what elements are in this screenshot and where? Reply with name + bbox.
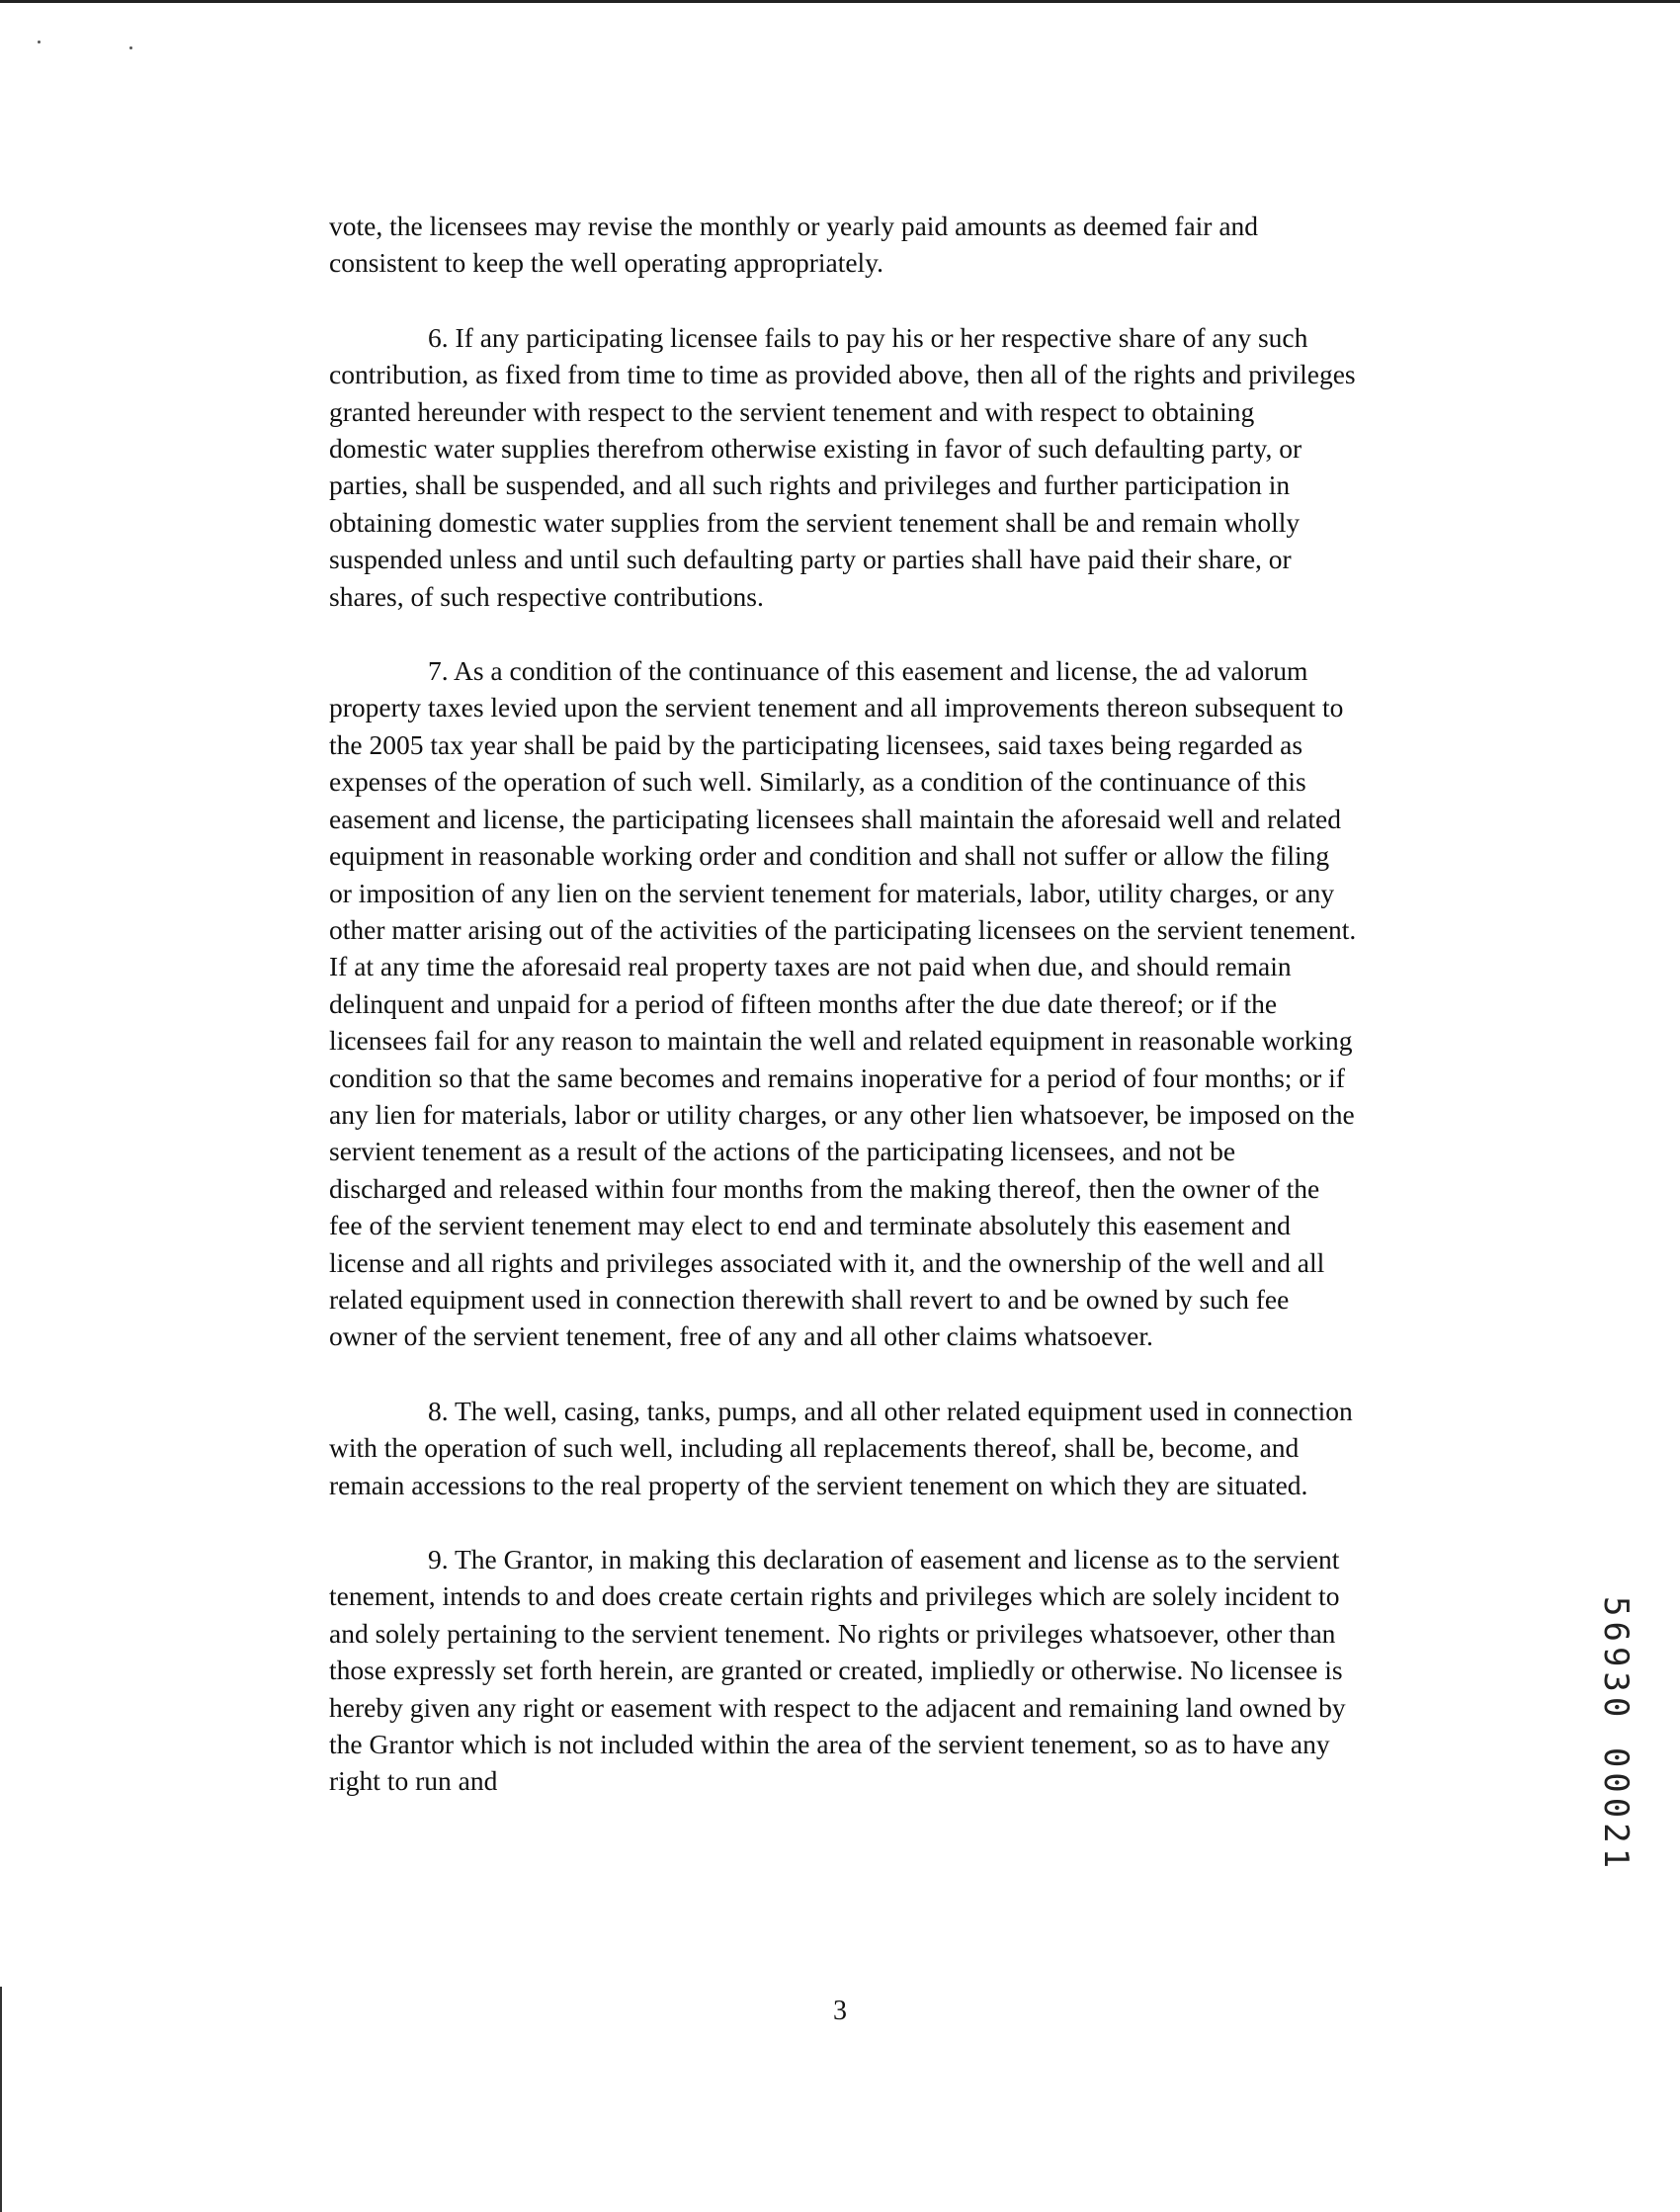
document-body	[329, 208, 1357, 1837]
page-top-border	[0, 0, 1680, 3]
paragraph-7: 7. As a condition of the continuance of this easement and license, the ad valorum property taxes levied upon the servient tenement and all improvements thereon subsequent to the 2005 tax year shall be paid by the participating licensees, said taxes being regarded as expenses of the operation of such well. Similarly, as a condition of the continuance of this easement and license, the participating licensees shall maintain the aforesaid well and related equipment in reasonable working order and condition and shall not suffer or allow the filing or imposition of any lien on the servient tenement for materials, labor, utility charges, or any other matter arising out of the activities of the participating licensees on the servient tenement. If at any time the aforesaid real property taxes are not paid when due, and should remain delinquent and unpaid for a period of fifteen months after the due date thereof; or if the licensees fail for any reason to maintain the well and related equipment in reasonable working condition so that the same becomes and remains inoperative for a period of four months; or if any lien for materials, labor or utility charges, or any other lien whatsoever, be imposed on the servient tenement as a result of the actions of the participating licensees, and not be discharged and released within four months from the making thereof, then the owner of the fee of the servient tenement may elect to end and terminate absolutely this easement and license and all rights and privileges associated with it, and the ownership of the well and all related equipment used in connection therewith shall revert to and be owned by such fee owner of the servient tenement, free of any and all other claims whatsoever.	[329, 655, 1357, 1352]
recording-stamp	[1596, 1596, 1665, 1874]
recording-stamp-text: 56930 00021	[1596, 1596, 1636, 1874]
scan-speck	[38, 41, 41, 43]
page-number: 3	[833, 1996, 847, 2026]
paragraph-8: 8. The well, casing, tanks, pumps, and all other related equipment used in connection with the operation of such well, including all replacements thereof, shall be, become, and remain accessions to the real property of the servient tenement on which they are situated.	[329, 1395, 1353, 1500]
paragraph-6: 6. If any participating licensee fails to pay his or her respective share of any such contribution, as fixed from time to time as provided above, then all of the rights and privileges granted hereunder with respect to the servient tenement and with respect to obtaining domestic water supplies therefrom otherwise existing in favor of such defaulting party, or parties, shall be suspended, and all such rights and privileges and further participation in obtaining domestic water supplies from the servient tenement shall be and remain wholly suspended unless and until such defaulting party or parties shall have paid their share, or shares, of such respective contributions.	[329, 321, 1356, 612]
paragraph-continuation: vote, the licensees may revise the monthly or yearly paid amounts as deemed fair and consistent to keep the well operating appropriately.	[329, 211, 1259, 279]
scan-speck	[129, 46, 132, 49]
paragraph-9: 9. The Grantor, in making this declaration of easement and license as to the servient tenement, intends to and does create certain rights and privileges which are solely incident to and solely pertaining to the servient tenement. No rights or privileges whatsoever, other than those expressly set forth herein, are granted or created, impliedly or otherwise. No licensee is hereby given any right or easement with respect to the adjacent and remaining land owned by the Grantor which is not included within the area of the servient tenement, so as to have any right to run and	[329, 1544, 1346, 1797]
